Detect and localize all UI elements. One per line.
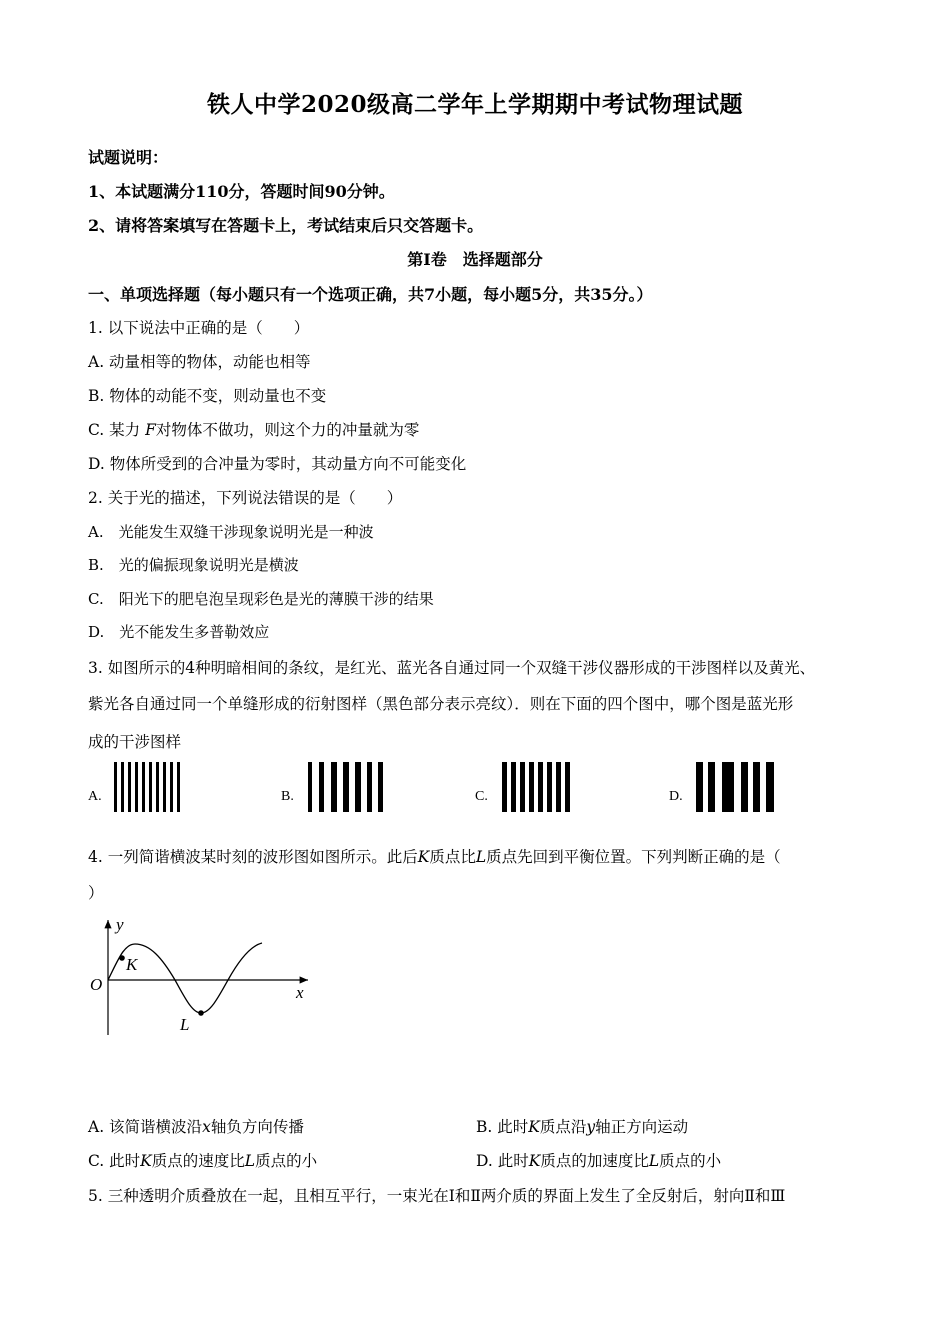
q5-line-1: 5. 三种透明介质叠放在一起，且相互平行，一束光在Ⅰ和Ⅱ两介质的界面上发生了全反射后，射向Ⅱ和Ⅲ [88, 1187, 786, 1205]
q4-line-2: ） [88, 884, 104, 902]
instructions-heading: 试题说明： [88, 148, 169, 167]
q2-stem: 2. 关于光的描述，下列说法错误的是（ ） [88, 489, 403, 507]
wave-curve [108, 943, 262, 1013]
q1-option-c: C. 某力 F对物体不做功，则这个力的冲量就为零 [88, 421, 420, 439]
x-axis-label: x [296, 983, 304, 1002]
section-title: 第Ⅰ卷 选择题部分 [407, 250, 543, 269]
fringe-pattern-a [114, 762, 180, 812]
q4-option-b: B. 此时K质点沿y轴正方向运动 [476, 1118, 689, 1136]
y-axis-label: y [116, 915, 124, 934]
part1-heading: 一、单项选择题（每小题只有一个选项正确，共7小题，每小题5分，共35分。） [88, 285, 653, 304]
q3-label-a: A. [88, 789, 102, 804]
page-title: 铁人中学2020级高二学年上学期期中考试物理试题 [206, 91, 743, 118]
q2-option-c: C. 阳光下的肥皂泡呈现彩色是光的薄膜干涉的结果 [88, 590, 434, 608]
point-l [198, 1010, 204, 1016]
wave-graph [80, 910, 320, 1040]
q1-option-b: B. 物体的动能不变，则动量也不变 [88, 387, 327, 405]
q1-option-a: A. 动量相等的物体，动能也相等 [88, 353, 311, 371]
k-label: K [126, 955, 138, 974]
q3-label-d: D. [669, 789, 683, 804]
instruction-line-1: 1、本试题满分110分，答题时间90分钟。 [88, 182, 395, 201]
point-k [119, 955, 125, 961]
q1-stem: 1. 以下说法中正确的是（ ） [88, 319, 310, 337]
q2-option-d: D. 光不能发生多普勒效应 [88, 623, 270, 641]
q3-line-3: 成的干涉图样 [88, 733, 182, 751]
q3-line-2: 紫光各自通过同一个单缝形成的衍射图样（黑色部分表示亮纹）．则在下面的四个图中，哪个图是蓝光形 [88, 695, 794, 713]
fringe-pattern-d [696, 762, 774, 812]
q2-option-b: B. 光的偏振现象说明光是横波 [88, 556, 299, 574]
q4-option-a: A. 该简谐横波沿x轴负方向传播 [88, 1118, 304, 1136]
q4-line-1: 4. 一列简谐横波某时刻的波形图如图所示。此后K质点比L质点先回到平衡位置。下列判断正确的是（ [88, 848, 781, 866]
q4-option-c: C. 此时K质点的速度比L质点的小 [88, 1152, 318, 1170]
origin-label: O [90, 975, 103, 994]
l-label: L [180, 1015, 190, 1034]
q2-option-a: A. 光能发生双缝干涉现象说明光是一种波 [88, 523, 374, 541]
q3-label-b: B. [281, 789, 294, 804]
q3-line-1: 3. 如图所示的4种明暗相间的条纹，是红光、蓝光各自通过同一个双缝干涉仪器形成的干涉图样以及黄光、 [88, 659, 816, 677]
q4-option-d: D. 此时K质点的加速度比L质点的小 [476, 1152, 722, 1170]
q1-option-d: D. 物体所受到的合冲量为零时，其动量方向不可能变化 [88, 455, 467, 473]
fringe-pattern-c [502, 762, 570, 812]
instruction-line-2: 2、请将答案填写在答题卡上，考试结束后只交答题卡。 [88, 216, 484, 235]
fringe-pattern-b [308, 762, 383, 812]
q3-label-c: C. [475, 789, 488, 804]
